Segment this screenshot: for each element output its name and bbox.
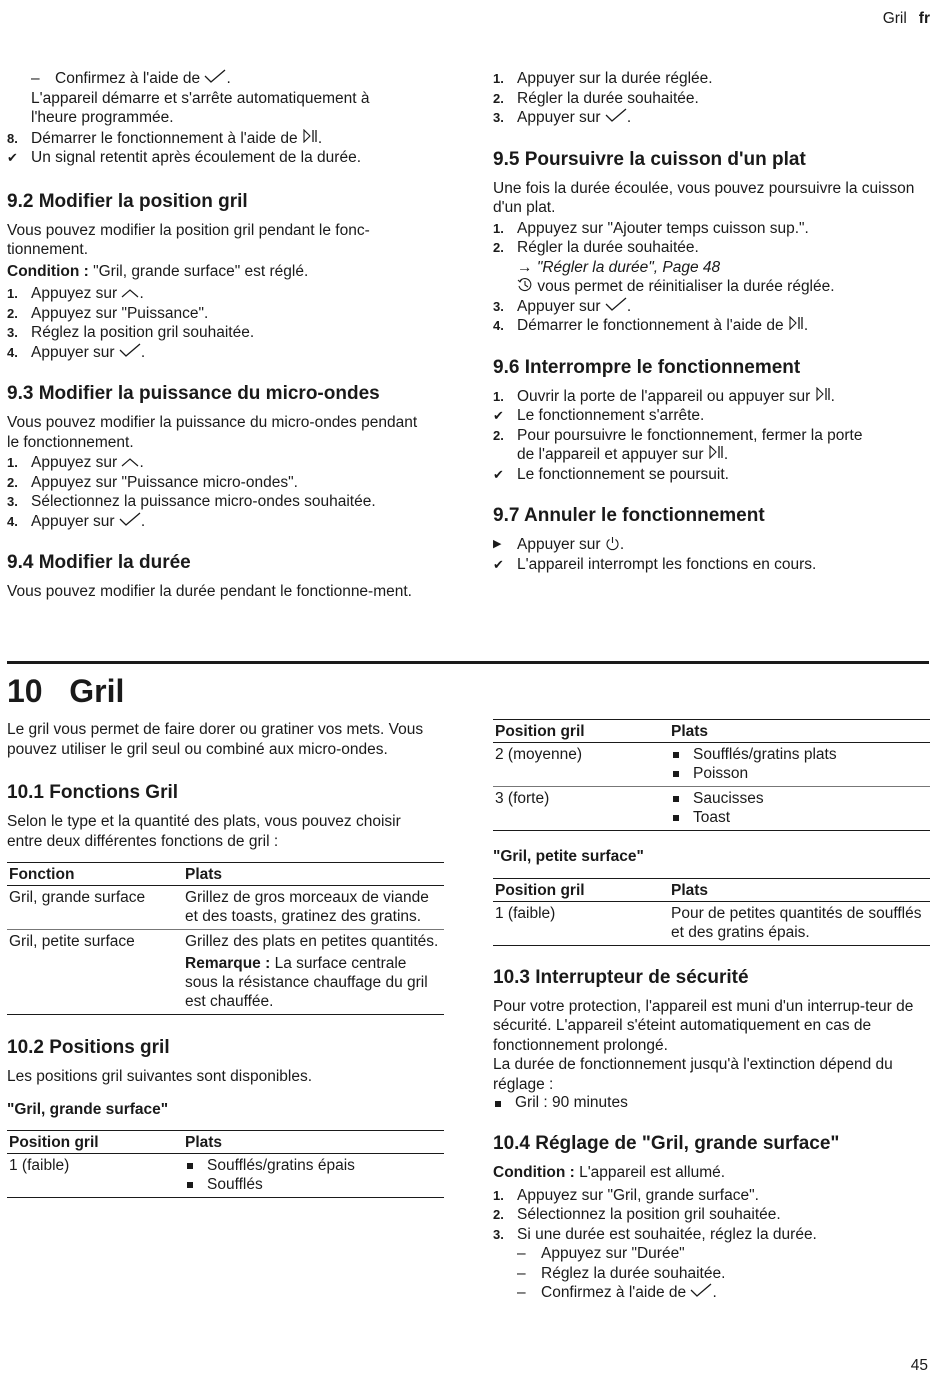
- result-check-icon: ✔: [493, 556, 504, 572]
- step-text: Appuyer sur: [517, 109, 601, 126]
- result-item: [7, 148, 447, 168]
- step-text: Appuyez sur "Puissance micro-ondes".: [31, 473, 298, 491]
- step-item: 3. Appuyer sur .: [493, 297, 632, 315]
- step-number: 2.: [7, 474, 18, 490]
- dash-marker: –: [31, 70, 40, 87]
- left-top-column: [7, 69, 447, 602]
- table-header-row: [7, 1131, 444, 1154]
- chapter-rule: [7, 661, 929, 664]
- chevron-up-icon: [121, 288, 139, 298]
- column-header: Position gril: [493, 720, 669, 743]
- dash-marker: –: [517, 1245, 526, 1262]
- step-text: Sélectionnez la position gril souhaitée.: [517, 1206, 781, 1223]
- check-icon: [119, 512, 141, 526]
- step-text: Appuyer sur: [517, 536, 601, 553]
- square-bullet-icon: [673, 771, 679, 777]
- section-heading: 9.2 Modifier la position gril: [7, 190, 248, 212]
- step-number: 1.: [7, 286, 18, 301]
- page-number: 45: [910, 1357, 928, 1374]
- table-cell: Grillez de gros morceaux de viande et des toasts, gratinez des gratins.: [183, 886, 444, 930]
- sub-step: [493, 1264, 933, 1284]
- check-icon: [204, 69, 226, 83]
- step-item: 4. Appuyer sur .: [7, 512, 146, 530]
- step-number: 2.: [493, 427, 504, 443]
- condition: [493, 1163, 933, 1183]
- step-number: 8.: [7, 130, 18, 146]
- step-number: 3.: [493, 1226, 504, 1242]
- step-text: Appuyez sur: [31, 285, 118, 302]
- note-label: Remarque :: [185, 955, 271, 972]
- result-item: [493, 555, 933, 575]
- condition-label: Condition :: [7, 262, 89, 280]
- steps-list: [493, 219, 933, 336]
- section-intro: Vous pouvez modifier la position gril pendant le fonc-tionnement.: [7, 221, 370, 258]
- step-text: Démarrer le fonctionnement à l'aide de: [517, 317, 784, 334]
- column-header: Position gril: [493, 878, 669, 901]
- list-item: [671, 764, 928, 783]
- note-text: La surface centrale sous la résistance chauffage du gril est chauffée.: [185, 955, 428, 1010]
- list-item-text: Gril : 90 minutes: [515, 1094, 628, 1111]
- table-cell: 2 (moyenne): [493, 743, 669, 787]
- table-header-row: [493, 720, 930, 743]
- reset-clock-icon: [517, 277, 533, 293]
- arrow-right-icon: →: [517, 258, 533, 276]
- column-header: Position gril: [7, 1131, 183, 1154]
- result-check-icon: ✔: [493, 408, 504, 423]
- table-cell: Gril, petite surface: [7, 930, 183, 1015]
- check-icon: [605, 297, 627, 311]
- step-number: 1.: [493, 220, 504, 236]
- section-paragraph: Pour votre protection, l'appareil est muni d'un interrup-teur de sécurité. L'appareil s'éteint automatiquement en cas de fonctionnement prolongé.: [493, 997, 914, 1054]
- section-intro: Une fois la durée écoulée, vous pouvez poursuivre la cuisson d'un plat.: [493, 179, 915, 216]
- sub-step: [493, 1244, 933, 1264]
- table-cell: Pour de petites quantités de soufflés et des gratins épais.: [669, 901, 930, 945]
- sub-step-text: Confirmez à l'aide de: [541, 1284, 687, 1301]
- reset-note: [493, 277, 933, 297]
- step-text: Démarrer le fonctionnement à l'aide de: [31, 129, 298, 147]
- step-text: Appuyez sur "Ajouter temps cuisson sup.".: [517, 219, 809, 237]
- section-heading: 10.1 Fonctions Gril: [7, 782, 179, 803]
- step-text: Appuyer sur: [31, 512, 115, 530]
- step-text: Appuyer sur: [31, 343, 115, 361]
- step-continuation: de l'appareil et appuyer sur .: [517, 446, 729, 463]
- sub-step-text: Appuyez sur "Durée": [541, 1245, 685, 1262]
- step-item: 8. Démarrer le fonctionnement à l'aide de .: [7, 129, 323, 147]
- step-number: 3.: [493, 110, 504, 125]
- step-number: 4.: [7, 344, 18, 360]
- condition-label: Condition :: [493, 1164, 575, 1181]
- header-lang: fr: [918, 10, 930, 27]
- step-text: Réglez la position gril souhaitée.: [31, 324, 255, 341]
- condition-text: "Gril, grande surface" est réglé.: [93, 262, 309, 280]
- steps-list: [493, 535, 933, 574]
- step-item: [7, 473, 447, 493]
- list-item: [671, 789, 928, 808]
- square-bullet-icon: [673, 796, 679, 802]
- step-text: Sélectionnez la puissance micro-ondes souhaitée.: [31, 493, 376, 510]
- steps-list: [7, 453, 447, 531]
- grill-positions-grande-table-part2: [493, 719, 930, 831]
- reset-text: vous permet de réinitialiser la durée réglée.: [537, 278, 835, 295]
- step-item: [7, 323, 447, 343]
- paragraph-line: L'appareil démarre et s'arrête automatiquement à: [31, 89, 370, 107]
- step-item: 3. Appuyer sur .: [493, 109, 632, 126]
- step-number: 2.: [493, 90, 504, 106]
- grill-functions-table: [7, 862, 444, 1015]
- table-row: [7, 930, 444, 1015]
- sub-step-text: Confirmez à l'aide de: [55, 70, 201, 87]
- step-text: de l'appareil et appuyer sur: [517, 446, 704, 463]
- paragraph-line: l'heure programmée.: [31, 109, 174, 126]
- table-cell: 1 (faible): [493, 901, 669, 945]
- square-bullet-icon: [673, 815, 679, 821]
- step-text: Ouvrir la porte de l'appareil ou appuyer sur: [517, 387, 811, 405]
- chapter-intro: Le gril vous permet de faire dorer ou gratiner vos mets. Vous pouvez utiliser le gril seul ou combiné aux micro-ondes.: [7, 721, 424, 758]
- step-text: Si une durée est souhaitée, réglez la durée.: [517, 1225, 817, 1243]
- step-number: 3.: [7, 494, 18, 509]
- section-intro: Les positions gril suivantes sont disponibles.: [7, 1068, 313, 1085]
- list-item-text: Soufflés/gratins plats: [693, 746, 837, 763]
- table-row: [493, 743, 930, 787]
- cell-text: Grillez des plats en petites quantités.: [185, 933, 439, 950]
- column-header: Plats: [669, 720, 930, 743]
- section-heading: 9.6 Interrompre le fonctionnement: [493, 356, 801, 378]
- step-item: [493, 238, 933, 258]
- step-number: 1.: [493, 1187, 504, 1203]
- step-item: [493, 1205, 933, 1225]
- step-number: 2.: [7, 305, 18, 321]
- list-item-text: Soufflés: [207, 1176, 263, 1193]
- condition-text: L'appareil est allumé.: [579, 1164, 726, 1181]
- grill-positions-petite-table: [493, 878, 930, 946]
- square-bullet-icon: [673, 752, 679, 758]
- steps-list: [7, 284, 447, 362]
- step-text: Régler la durée souhaitée.: [517, 89, 699, 107]
- table-cell: [183, 1154, 444, 1198]
- play-pause-icon: [788, 316, 804, 330]
- section-heading: 9.7 Annuler le fonctionnement: [493, 505, 765, 526]
- square-bullet-icon: [187, 1182, 193, 1188]
- step-number: 1.: [493, 388, 504, 404]
- steps-list: [493, 387, 933, 485]
- result-text: Le fonctionnement s'arrête.: [517, 407, 705, 424]
- sub-step: – Confirmez à l'aide de .: [517, 1284, 717, 1301]
- running-header: [883, 10, 930, 28]
- step-item: [493, 1186, 933, 1206]
- step-item: 4. Appuyer sur .: [7, 343, 146, 361]
- list-item: [185, 1156, 442, 1175]
- step-item: 1. Appuyez sur .: [7, 285, 144, 302]
- table-row: [493, 901, 930, 945]
- step-number: 4.: [493, 318, 504, 333]
- step-number: 2.: [493, 1207, 504, 1222]
- step-item: [7, 304, 447, 324]
- result-check-icon: ✔: [493, 466, 504, 482]
- right-bottom-column: [493, 719, 933, 1303]
- result-item: [493, 406, 933, 426]
- triangle-bullet-icon: ▶: [493, 538, 502, 550]
- right-top-column: [493, 69, 933, 574]
- section-heading: 9.5 Poursuivre la cuisson d'un plat: [493, 148, 806, 170]
- step-item: [7, 492, 447, 512]
- check-icon: [605, 108, 627, 122]
- table-cell: [669, 743, 930, 787]
- step-number: 4.: [7, 513, 18, 529]
- step-item: [493, 69, 933, 89]
- cross-reference[interactable]: [493, 258, 933, 278]
- table-caption: "Gril, grande surface": [7, 1100, 169, 1118]
- section-heading: 10.4 Réglage de "Gril, grande surface": [493, 1133, 840, 1154]
- play-pause-icon: [302, 129, 318, 143]
- list-item: [493, 1094, 933, 1112]
- section-paragraph: La durée de fonctionnement jusqu'à l'extinction dépend du réglage :: [493, 1056, 893, 1093]
- table-row: [7, 886, 444, 930]
- step-item: 1. Ouvrir la porte de l'appareil ou appuyer sur .: [493, 387, 835, 405]
- step-text: Appuyez sur: [31, 454, 118, 471]
- action-item: ▶ Appuyer sur .: [493, 536, 625, 553]
- column-header: Plats: [183, 1131, 444, 1154]
- table-row: [7, 1154, 444, 1198]
- table-cell: 3 (forte): [493, 787, 669, 831]
- table-cell: [669, 787, 930, 831]
- list-item: [185, 1175, 442, 1194]
- grill-positions-grande-table-part1: [7, 1130, 444, 1198]
- section-heading: 9.4 Modifier la durée: [7, 552, 191, 573]
- table-caption: "Gril, petite surface": [493, 848, 644, 865]
- result-check-icon: ✔: [7, 150, 18, 165]
- step-number: 1.: [493, 71, 504, 86]
- list-item-text: Toast: [693, 809, 731, 826]
- section-intro: Selon le type et la quantité des plats, vous pouvez choisir entre deux différentes fonctions de gril :: [7, 813, 401, 850]
- cell-note: [185, 954, 442, 1011]
- header-section: Gril: [882, 10, 907, 27]
- square-bullet-icon: [495, 1101, 501, 1107]
- step-number: 2.: [493, 240, 504, 255]
- table-header-row: [493, 878, 930, 901]
- step-text: Appuyez sur "Gril, grande surface".: [517, 1186, 759, 1204]
- sub-step-confirm: – Confirmez à l'aide de .: [31, 70, 231, 87]
- table-header-row: [7, 863, 444, 886]
- reference-link[interactable]: "Régler la durée", Page 48: [536, 258, 721, 276]
- sub-step-text: Réglez la durée souhaitée.: [541, 1264, 726, 1282]
- chevron-up-icon: [121, 457, 139, 467]
- chapter-title: 10 Gril: [7, 673, 125, 709]
- column-header: Fonction: [7, 863, 183, 886]
- play-pause-icon: [708, 445, 724, 459]
- step-item: 1. Appuyez sur .: [7, 454, 144, 471]
- step-number: 3.: [493, 298, 504, 314]
- step-text: Appuyer sur: [517, 297, 601, 315]
- step-text: Pour poursuivre le fonctionnement, fermer la porte: [517, 426, 863, 444]
- play-pause-icon: [815, 387, 831, 401]
- step-number: 3.: [7, 325, 18, 340]
- condition: [7, 262, 447, 282]
- result-item: [493, 465, 933, 485]
- table-cell: 1 (faible): [7, 1154, 183, 1198]
- table-row: [493, 787, 930, 831]
- step-text: Régler la durée souhaitée.: [517, 239, 699, 256]
- table-cell: [183, 930, 444, 1015]
- list-item-text: Poisson: [693, 765, 749, 782]
- step-text: Appuyez sur "Puissance".: [31, 304, 209, 322]
- step-item: [493, 89, 933, 109]
- dash-marker: –: [517, 1264, 526, 1282]
- step-text: Appuyer sur la durée réglée.: [517, 70, 713, 87]
- list-item: [671, 808, 928, 827]
- result-text: Un signal retentit après écoulement de la durée.: [31, 149, 362, 166]
- list-item-text: Soufflés/gratins épais: [207, 1157, 355, 1174]
- column-header: Plats: [183, 863, 444, 886]
- result-text: Le fonctionnement se poursuit.: [517, 465, 729, 483]
- step-number: 1.: [7, 455, 18, 470]
- result-text: L'appareil interrompt les fonctions en cours.: [517, 555, 817, 573]
- column-header: Plats: [669, 878, 930, 901]
- step-item: 4. Démarrer le fonctionnement à l'aide de .: [493, 317, 809, 334]
- left-bottom-column: [7, 671, 447, 1198]
- dash-marker: –: [517, 1284, 526, 1301]
- list-item: [671, 745, 928, 764]
- square-bullet-icon: [187, 1163, 193, 1169]
- section-heading: 10.2 Positions gril: [7, 1037, 170, 1058]
- check-icon: [690, 1283, 712, 1297]
- power-icon: [605, 536, 620, 551]
- section-intro: Vous pouvez modifier la puissance du micro-ondes pendant le fonctionnement.: [7, 414, 418, 451]
- list-item-text: Saucisses: [693, 790, 764, 807]
- section-intro: Vous pouvez modifier la durée pendant le fonctionne-ment.: [7, 583, 412, 600]
- steps-list: [493, 1186, 933, 1303]
- section-heading: 9.3 Modifier la puissance du micro-ondes: [7, 383, 380, 404]
- step-item: [493, 1225, 933, 1245]
- step-item: [493, 426, 933, 446]
- table-cell: Gril, grande surface: [7, 886, 183, 930]
- step-item: [493, 219, 933, 239]
- check-icon: [119, 343, 141, 357]
- section-heading: 10.3 Interrupteur de sécurité: [493, 966, 749, 988]
